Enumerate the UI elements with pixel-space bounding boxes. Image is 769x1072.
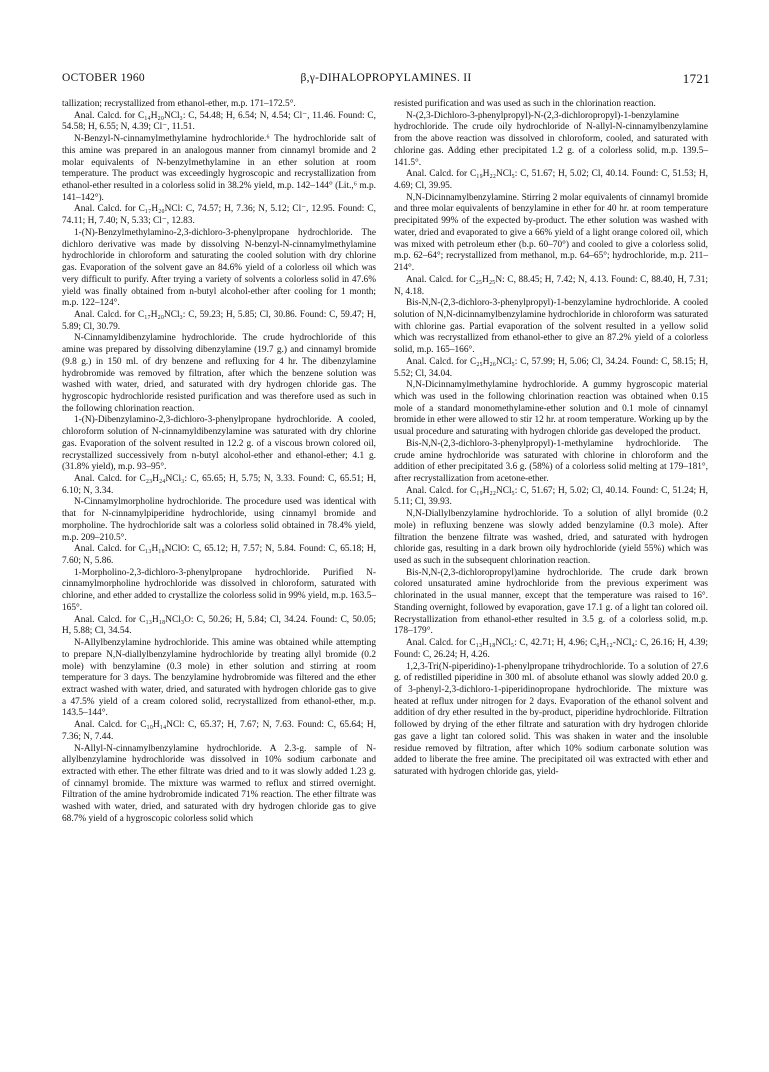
paragraph: 1-(N)-Benzylmethylamino-2,3-dichloro-3-phenylpropane hydrochloride. The dichloro derivative was made by dissolving N-benzyl-N-cinnamylmethylamine hydrochloride in chloroform and saturating the cooled solution with dry chlorine gas. Evaporation of the solvent gave an 84.6% yield of a colorless oil which was very difficult to purify. After trying a variety of solvents a colorless solid in 47.6% yield was finally obtained from n-butyl alcohol-ether after cooling for 1 month; m.p. 122–124°. [62,227,376,309]
paragraph: Anal. Calcd. for C₁₃H₁₈NCl₃O: C, 50.26; H, 5.84; Cl, 34.24. Found: C, 50.05; H, 5.88; Cl, 34.54. [62,614,376,637]
paragraph: N-(2,3-Dichloro-3-phenylpropyl)-N-(2,3-dichloropropyl)-1-benzylamine hydrochloride. The crude oily hydrochloride of N-allyl-N-cinnamylbenzylamine from the above reaction was dissolved in chloroform, cooled, and saturated with chlorine gas. Adding ether precipitated 1.2 g. of a colorless solid, m.p. 139.5–141.5°. [394,110,708,168]
paragraph: N-Allylbenzylamine hydrochloride. This amine was obtained while attempting to prepare N,N-diallylbenzylamine hydrochloride by treating allyl bromide (0.2 mole) with benzylamine (0.3 mole) in ether solution and stirring at room temperature for 3 days. The benzylamine hydrobromide was filtered and the ether extract washed with water, dried, and saturated with hydrogen chloride gas to give a 47.5% yield of a cream colored solid, recrystallized from ethanol-ether, m.p. 143.5–144°. [62,638,376,719]
page-number: 1721 [682,71,710,86]
paragraph: Anal. Calcd. for C₁₄H₂₀NCl₃: C, 54.48; H, 6.54; N, 4.54; Cl⁻, 11.46. Found: C, 54.58; H, 6.55; N, 4.39; Cl⁻, 11.51. [62,110,376,133]
paragraph: N-Cinnamyldibenzylamine hydrochloride. The crude hydrochloride of this amine was prepared by dissolving dibenzylamine (19.7 g.) and cinnamyl bromide (9.8 g.) in 150 ml. of dry benzene and refluxing for 4 hr. The dibenzylamine hydrobromide was removed by filtration, after which the benzene solution was washed with water, dried, and saturated with dry hydrogen chloride gas. The hygroscopic hydrochloride resisted purification and was therefore used as such in the following chlorination reaction. [62,333,376,414]
right-column [394,99,708,779]
paragraph: Anal. Calcd. for C₁₉H₂₂NCl₅: C, 51.67; H, 5.02; Cl, 40.14. Found: C, 51.53; H, 4.69; Cl, 39.95. [394,169,708,192]
paragraph: Anal. Calcd. for C₁₀H₁₄NCl: C, 65.37; H, 7.67; N, 7.63. Found: C, 65.64; H, 7.36; N, 7.44. [62,720,376,742]
header-title: β,γ-DIHALOPROPYLAMINES. II [300,72,472,84]
paragraph: resisted purification and was used as such in the chlorination reaction. [394,99,656,109]
paragraph: Bis-N,N-(2,3-dichloropropyl)amine hydrochloride. The crude dark brown colored unsaturated amine hydrochloride from the previous experiment was chlorinated in the usual manner, except that the temperature was raised to 16°. Standing overnight, followed by evaporation, gave 17.1 g. of a light tan colored oil. Recrystallization from ethanol-ether resulted in 3.5 g. of a colorless solid, m.p. 178–179°. [394,567,708,637]
paragraph: 1-(N)-Dibenzylamino-2,3-dichloro-3-phenylpropane hydrochloride. A cooled, chloroform solution of N-cinnamyldibenzylamine was saturated with dry chlorine gas. Evaporation of the solvent resulted in 12.2 g. of a viscous brown colored oil, recrystallized successively from n-butyl alcohol-ether and ethanol-ether; 4.1 g. (31.8% yield), m.p. 93–95°. [62,415,376,473]
paragraph: Anal. Calcd. for C₁₃H₁₈NClO: C, 65.12; H, 7.57; N, 5.84. Found: C, 65.18; H, 7.60; N, 5.86. [62,544,376,567]
paragraph: N,N-Diallylbenzylamine hydrochloride. To a solution of allyl bromide (0.2 mole) in refluxing benzene was slowly added benzylamine (0.3 mole). After filtration the benzene filtrate was washed, dried, and saturated with hydrogen chloride gas, resulting in a dark brown oily hydrochloride (yield 55%) which was used as such in the subsequent chlorination reaction. [394,509,708,567]
paragraph: tallization; recrystallized from ethanol-ether, m.p. 171–172.5°. [62,99,296,109]
paragraph: Anal. Calcd. for C₂₅H₂₅N: C, 88.45; H, 7.42; N, 4.13. Found: C, 88.40, H, 7.31; N, 4.18. [394,274,708,297]
paragraph: Anal. Calcd. for C₁₃H₁₈NCl₅: C, 42.71; H, 4.96; C₆H₁₂-NCl₄: C, 26.16; H, 4.39; Found: C, 26.24; H, 4.26. [394,638,708,660]
paragraph: Bis-N,N-(2,3-dichloro-3-phenylpropyl)-1-methylamine hydrochloride. The crude amine hydrochloride was saturated with chlorine in chloroform and the addition of ether precipitated 3.6 g. (58%) of a colorless solid melting at 179–181°, after recrystallization from acetone-ether. [394,438,708,484]
paragraph: 1-Morpholino-2,3-dichloro-3-phenylpropane hydrochloride. Purified N-cinnamylmorpholine hydrochloride was dissolved in chloroform, saturated with chlorine, and ether added to crystallize the colorless solid in 99% yield, m.p. 163.5–165°. [62,567,376,613]
paragraph: Anal. Calcd. for C₂₃H₂₄NCl₃: C, 65.65; H, 5.75; N, 3.33. Found: C, 65.51; H, 6.10; N, 3.34. [62,474,376,496]
paragraph: N,N-Dicinnamylmethylamine hydrochloride. A gummy hygroscopic material which was used in the following chlorination reaction was obtained when 0.15 mole of a standard monomethylamine-ether solution and 0.1 mole of cinnamyl bromide in ether were allowed to stir 12 hr. at room temperature. Working up by the usual procedure and saturating with hydrogen chloride gas developed the product. [394,380,708,438]
paragraph: N-Allyl-N-cinnamylbenzylamine hydrochloride. A 2.3-g. sample of N-allylbenzylamine hydrochloride was dissolved in 10% sodium carbonate and extracted with ether. The ether filtrate was dried and to it was slowly added 1.23 g. of cinnamyl bromide. The mixture was warmed to reflux and stirred overnight. Filtration of the amine hydrobromide indicated 71% reaction. The ether filtrate was washed with water, dried, and saturated with dry hydrogen chloride gas to give 68.7% yield of a hygroscopic colorless solid which [62,743,376,824]
paragraph: N-Cinnamylmorpholine hydrochloride. The procedure used was identical with that for N-cinnamylpiperidine hydrochloride, using cinnamyl bromide and morpholine. The hydrochloride salt was a colorless solid obtained in 78.4% yield, m.p. 209–210.5°. [62,497,376,543]
paragraph: Anal. Calcd. for C₁₇H₂₀NCl: C, 74.57; H, 7.36; N, 5.12; Cl⁻, 12.95. Found: C, 74.11; H, 7.40; N, 5.33; Cl⁻, 12.83. [62,204,376,227]
paragraph: Anal. Calcd. for C₂₅H₂₆NCl₅: C, 57.99; H, 5.06; Cl, 34.24. Found: C, 58.15; H, 5.52; Cl, 34.04. [394,356,708,379]
running-header [62,72,710,88]
header-date: OCTOBER 1960 [62,72,145,84]
paragraph: Bis-N,N-(2,3-dichloro-3-phenylpropyl)-1-benzylamine hydrochloride. A cooled solution of N,N-dicinnamylbenzylamine hydrochloride in chloroform was saturated with chlorine gas. Partial evaporation of the solvent resulted in a yellow solid which was recrystallized from ethanol-ether to give an 87.2% yield of a colorless solid, m.p. 165–166°. [394,298,708,356]
paragraph: Anal. Calcd. for C₁₇H₂₀NCl₃: C, 59.23; H, 5.85; Cl, 30.86. Found: C, 59.47; H, 5.89; Cl, 30.79. [62,309,376,332]
paragraph: N,N-Dicinnamylbenzylamine. Stirring 2 molar equivalents of cinnamyl bromide and three molar equivalents of benzylamine in ether for 40 hr. at room temperature precipitated 99% of the expected by-product. The ether solution was washed with water, dried and evaporated to give a 66% yield of a light orange colored oil, which was mixed with petroleum ether (b.p. 60–70°) and cooled to give a colorless solid, m.p. 62–64°; recrystallized from methanol, m.p. 64–65°; hydrochloride, m.p. 211–214°. [394,192,708,274]
paragraph: Anal. Calcd. for C₁₉H₂₂NCl₅: C, 51.67; H, 5.02; Cl, 40.14. Found: C, 51.24; H, 5.11; Cl, 39.93. [394,485,708,508]
left-column [62,99,376,826]
paragraph: 1,2,3-Tri(N-piperidino)-1-phenylpropane trihydrochloride. To a solution of 27.6 g. of redistilled piperidine in 300 ml. of absolute ethanol was slowly added 20.0 g. of 3-phenyl-2,3-dichloro-1-piperidinopropane hydrochloride. The mixture was heated at reflux under nitrogen for 2 days. Evaporation of the ethanol solvent and addition of dry ether resulted in the by-product, piperidine hydrochloride. Filtration followed by drying of the ether filtrate and saturation with dry hydrogen chloride gas gave a light tan colored solid. This was shaken in water and the insoluble residue removed by filtration, after which 10% sodium carbonate solution was added to liberate the free amine. The precipitated oil was extracted with ether and saturated with hydrogen chloride gas, yield- [394,661,708,777]
paragraph: N-Benzyl-N-cinnamylmethylamine hydrochloride.⁶ The hydrochloride salt of this amine was prepared in an analogous manner from cinnamyl bromide and 2 molar equivalents of N-benzylmethylamine in an ether solution at room temperature. The product was exceedingly hygroscopic and recrystallization from ethanol-ether resulted in a colorless solid in 38.2% yield, m.p. 142–144° (Lit.,⁶ m.p. 141–142°). [62,134,376,203]
